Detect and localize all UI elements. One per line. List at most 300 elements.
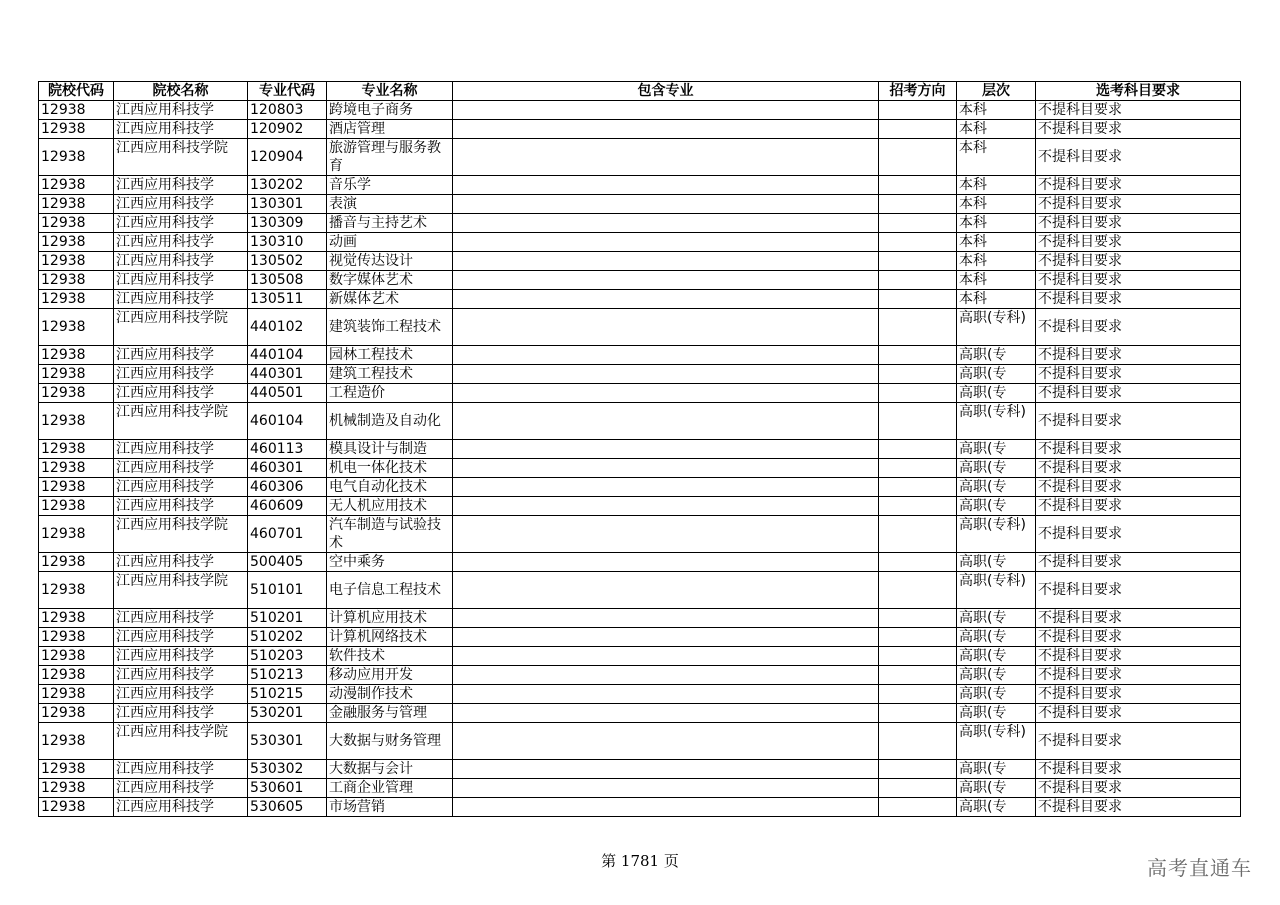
cell-school-name: 江西应用科技学 (114, 195, 248, 214)
cell-school-name: 江西应用科技学 (114, 120, 248, 139)
cell-level: 本科 (957, 139, 1036, 176)
table-row (39, 271, 1241, 290)
header-level: 层次 (957, 82, 1036, 101)
cell-direction (879, 195, 957, 214)
cell-included-majors (453, 365, 879, 384)
table-row (39, 704, 1241, 723)
cell-subject-requirement: 不提科目要求 (1036, 609, 1241, 628)
cell-direction (879, 440, 957, 459)
cell-school-name: 江西应用科技学 (114, 271, 248, 290)
cell-subject-requirement: 不提科目要求 (1036, 139, 1241, 176)
header-major-code: 专业代码 (248, 82, 327, 101)
cell-school-code: 12938 (39, 403, 114, 440)
cell-major-code: 120902 (248, 120, 327, 139)
cell-major-name: 园林工程技术 (327, 346, 453, 365)
cell-subject-requirement: 不提科目要求 (1036, 101, 1241, 120)
cell-direction (879, 309, 957, 346)
cell-school-name: 江西应用科技学 (114, 440, 248, 459)
table-row (39, 290, 1241, 309)
cell-level: 高职(专科) (957, 723, 1036, 760)
cell-major-name: 动画 (327, 233, 453, 252)
cell-direction (879, 553, 957, 572)
cell-major-name: 动漫制作技术 (327, 685, 453, 704)
cell-school-name: 江西应用科技学院 (114, 516, 248, 553)
cell-direction (879, 572, 957, 609)
table-row (39, 365, 1241, 384)
cell-major-code: 130508 (248, 271, 327, 290)
cell-major-code: 440102 (248, 309, 327, 346)
cell-subject-requirement: 不提科目要求 (1036, 214, 1241, 233)
cell-major-code: 510213 (248, 666, 327, 685)
cell-school-code: 12938 (39, 120, 114, 139)
cell-level: 高职(专 (957, 647, 1036, 666)
cell-level: 高职(专 (957, 609, 1036, 628)
cell-major-code: 530201 (248, 704, 327, 723)
cell-included-majors (453, 685, 879, 704)
cell-major-code: 130301 (248, 195, 327, 214)
table-row (39, 666, 1241, 685)
cell-included-majors (453, 290, 879, 309)
cell-major-name: 计算机应用技术 (327, 609, 453, 628)
table-row (39, 798, 1241, 817)
cell-direction (879, 384, 957, 403)
cell-level: 本科 (957, 120, 1036, 139)
cell-subject-requirement: 不提科目要求 (1036, 704, 1241, 723)
cell-school-name: 江西应用科技学院 (114, 403, 248, 440)
cell-included-majors (453, 609, 879, 628)
cell-subject-requirement: 不提科目要求 (1036, 309, 1241, 346)
cell-school-code: 12938 (39, 553, 114, 572)
cell-included-majors (453, 252, 879, 271)
cell-school-code: 12938 (39, 290, 114, 309)
cell-subject-requirement: 不提科目要求 (1036, 290, 1241, 309)
cell-direction (879, 704, 957, 723)
cell-included-majors (453, 666, 879, 685)
cell-direction (879, 403, 957, 440)
cell-school-name: 江西应用科技学院 (114, 139, 248, 176)
cell-major-name: 新媒体艺术 (327, 290, 453, 309)
cell-level: 高职(专 (957, 704, 1036, 723)
cell-level: 本科 (957, 271, 1036, 290)
cell-school-code: 12938 (39, 384, 114, 403)
cell-level: 高职(专 (957, 459, 1036, 478)
cell-school-name: 江西应用科技学 (114, 214, 248, 233)
header-included-majors: 包含专业 (453, 82, 879, 101)
table-row (39, 101, 1241, 120)
table-row (39, 478, 1241, 497)
header-subject-requirement: 选考科目要求 (1036, 82, 1241, 101)
table-row (39, 252, 1241, 271)
cell-major-code: 530601 (248, 779, 327, 798)
cell-school-code: 12938 (39, 666, 114, 685)
cell-included-majors (453, 139, 879, 176)
cell-major-code: 120803 (248, 101, 327, 120)
cell-subject-requirement: 不提科目要求 (1036, 628, 1241, 647)
cell-level: 高职(专 (957, 798, 1036, 817)
cell-direction (879, 609, 957, 628)
cell-major-name: 大数据与会计 (327, 760, 453, 779)
cell-school-code: 12938 (39, 497, 114, 516)
cell-level: 高职(专 (957, 497, 1036, 516)
cell-direction (879, 214, 957, 233)
cell-major-name: 计算机网络技术 (327, 628, 453, 647)
cell-school-code: 12938 (39, 101, 114, 120)
cell-level: 高职(专科) (957, 403, 1036, 440)
cell-subject-requirement: 不提科目要求 (1036, 195, 1241, 214)
cell-school-code: 12938 (39, 779, 114, 798)
cell-school-name: 江西应用科技学 (114, 685, 248, 704)
cell-included-majors (453, 195, 879, 214)
cell-major-code: 460104 (248, 403, 327, 440)
cell-subject-requirement: 不提科目要求 (1036, 403, 1241, 440)
cell-subject-requirement: 不提科目要求 (1036, 798, 1241, 817)
cell-level: 高职(专 (957, 440, 1036, 459)
cell-included-majors (453, 459, 879, 478)
header-school-name: 院校名称 (114, 82, 248, 101)
cell-level: 高职(专 (957, 760, 1036, 779)
cell-level: 高职(专 (957, 685, 1036, 704)
cell-subject-requirement: 不提科目要求 (1036, 647, 1241, 666)
cell-school-code: 12938 (39, 478, 114, 497)
cell-school-code: 12938 (39, 798, 114, 817)
cell-included-majors (453, 647, 879, 666)
cell-major-name: 无人机应用技术 (327, 497, 453, 516)
cell-level: 高职(专科) (957, 572, 1036, 609)
cell-school-name: 江西应用科技学 (114, 252, 248, 271)
cell-included-majors (453, 572, 879, 609)
cell-level: 高职(专 (957, 384, 1036, 403)
cell-level: 高职(专 (957, 666, 1036, 685)
cell-included-majors (453, 779, 879, 798)
page-number: 第 1781 页 (601, 852, 679, 870)
cell-major-name: 模具设计与制造 (327, 440, 453, 459)
cell-school-name: 江西应用科技学院 (114, 309, 248, 346)
cell-school-code: 12938 (39, 628, 114, 647)
cell-school-code: 12938 (39, 176, 114, 195)
cell-school-code: 12938 (39, 459, 114, 478)
cell-major-name: 表演 (327, 195, 453, 214)
cell-school-name: 江西应用科技学 (114, 384, 248, 403)
table-row (39, 572, 1241, 609)
major-list-table (38, 81, 1241, 817)
table-row (39, 459, 1241, 478)
cell-subject-requirement: 不提科目要求 (1036, 271, 1241, 290)
cell-subject-requirement: 不提科目要求 (1036, 723, 1241, 760)
cell-major-name: 市场营销 (327, 798, 453, 817)
cell-school-code: 12938 (39, 309, 114, 346)
cell-school-name: 江西应用科技学 (114, 478, 248, 497)
cell-major-name: 汽车制造与试验技术 (327, 516, 453, 553)
cell-major-code: 530302 (248, 760, 327, 779)
cell-included-majors (453, 101, 879, 120)
cell-subject-requirement: 不提科目要求 (1036, 553, 1241, 572)
table-row (39, 233, 1241, 252)
cell-major-code: 440301 (248, 365, 327, 384)
cell-included-majors (453, 553, 879, 572)
cell-major-name: 电气自动化技术 (327, 478, 453, 497)
cell-school-name: 江西应用科技学 (114, 779, 248, 798)
table-row (39, 685, 1241, 704)
cell-school-code: 12938 (39, 572, 114, 609)
cell-major-code: 130310 (248, 233, 327, 252)
cell-direction (879, 271, 957, 290)
cell-major-name: 软件技术 (327, 647, 453, 666)
cell-subject-requirement: 不提科目要求 (1036, 120, 1241, 139)
cell-major-code: 440104 (248, 346, 327, 365)
cell-direction (879, 290, 957, 309)
table-row (39, 628, 1241, 647)
cell-major-code: 510202 (248, 628, 327, 647)
table-row (39, 609, 1241, 628)
cell-major-code: 440501 (248, 384, 327, 403)
cell-school-code: 12938 (39, 723, 114, 760)
table-row (39, 779, 1241, 798)
cell-included-majors (453, 271, 879, 290)
cell-major-code: 530605 (248, 798, 327, 817)
cell-subject-requirement: 不提科目要求 (1036, 346, 1241, 365)
cell-major-code: 500405 (248, 553, 327, 572)
cell-direction (879, 252, 957, 271)
cell-level: 本科 (957, 101, 1036, 120)
cell-subject-requirement: 不提科目要求 (1036, 685, 1241, 704)
cell-school-code: 12938 (39, 685, 114, 704)
cell-major-name: 播音与主持艺术 (327, 214, 453, 233)
cell-school-code: 12938 (39, 214, 114, 233)
cell-major-name: 音乐学 (327, 176, 453, 195)
cell-subject-requirement: 不提科目要求 (1036, 760, 1241, 779)
cell-major-code: 460301 (248, 459, 327, 478)
cell-school-name: 江西应用科技学 (114, 459, 248, 478)
cell-major-name: 工程造价 (327, 384, 453, 403)
cell-major-name: 建筑工程技术 (327, 365, 453, 384)
cell-school-code: 12938 (39, 139, 114, 176)
cell-included-majors (453, 233, 879, 252)
cell-major-name: 机电一体化技术 (327, 459, 453, 478)
cell-school-name: 江西应用科技学 (114, 628, 248, 647)
cell-direction (879, 233, 957, 252)
cell-included-majors (453, 704, 879, 723)
cell-level: 高职(专 (957, 346, 1036, 365)
cell-school-name: 江西应用科技学 (114, 609, 248, 628)
cell-included-majors (453, 346, 879, 365)
cell-subject-requirement: 不提科目要求 (1036, 478, 1241, 497)
table-row (39, 120, 1241, 139)
cell-included-majors (453, 176, 879, 195)
cell-major-name: 大数据与财务管理 (327, 723, 453, 760)
cell-included-majors (453, 497, 879, 516)
cell-subject-requirement: 不提科目要求 (1036, 666, 1241, 685)
cell-direction (879, 176, 957, 195)
cell-school-code: 12938 (39, 704, 114, 723)
cell-school-code: 12938 (39, 271, 114, 290)
cell-major-code: 460306 (248, 478, 327, 497)
cell-school-name: 江西应用科技学 (114, 233, 248, 252)
cell-direction (879, 760, 957, 779)
cell-direction (879, 139, 957, 176)
cell-major-name: 视觉传达设计 (327, 252, 453, 271)
table-row (39, 139, 1241, 176)
table-row (39, 553, 1241, 572)
cell-school-name: 江西应用科技学 (114, 497, 248, 516)
cell-major-name: 跨境电子商务 (327, 101, 453, 120)
cell-school-code: 12938 (39, 609, 114, 628)
cell-level: 高职(专 (957, 478, 1036, 497)
cell-subject-requirement: 不提科目要求 (1036, 384, 1241, 403)
cell-included-majors (453, 384, 879, 403)
cell-included-majors (453, 440, 879, 459)
cell-school-code: 12938 (39, 647, 114, 666)
cell-direction (879, 685, 957, 704)
cell-subject-requirement: 不提科目要求 (1036, 459, 1241, 478)
cell-included-majors (453, 214, 879, 233)
table-row (39, 346, 1241, 365)
cell-level: 本科 (957, 290, 1036, 309)
cell-major-code: 130502 (248, 252, 327, 271)
cell-included-majors (453, 798, 879, 817)
cell-included-majors (453, 309, 879, 346)
cell-subject-requirement: 不提科目要求 (1036, 440, 1241, 459)
cell-major-name: 旅游管理与服务教育 (327, 139, 453, 176)
cell-subject-requirement: 不提科目要求 (1036, 779, 1241, 798)
cell-school-name: 江西应用科技学 (114, 365, 248, 384)
cell-included-majors (453, 516, 879, 553)
cell-direction (879, 459, 957, 478)
cell-included-majors (453, 478, 879, 497)
cell-major-name: 空中乘务 (327, 553, 453, 572)
cell-major-code: 130309 (248, 214, 327, 233)
cell-level: 高职(专 (957, 553, 1036, 572)
cell-level: 高职(专 (957, 779, 1036, 798)
header-direction: 招考方向 (879, 82, 957, 101)
cell-direction (879, 779, 957, 798)
cell-major-name: 金融服务与管理 (327, 704, 453, 723)
cell-direction (879, 647, 957, 666)
cell-subject-requirement: 不提科目要求 (1036, 572, 1241, 609)
cell-school-code: 12938 (39, 760, 114, 779)
cell-level: 高职(专 (957, 365, 1036, 384)
cell-included-majors (453, 628, 879, 647)
table-row (39, 195, 1241, 214)
cell-direction (879, 478, 957, 497)
cell-major-name: 电子信息工程技术 (327, 572, 453, 609)
table-row (39, 384, 1241, 403)
cell-direction (879, 497, 957, 516)
cell-major-name: 建筑装饰工程技术 (327, 309, 453, 346)
cell-direction (879, 723, 957, 760)
cell-direction (879, 365, 957, 384)
cell-major-code: 460113 (248, 440, 327, 459)
table-body (39, 101, 1241, 817)
cell-major-name: 工商企业管理 (327, 779, 453, 798)
document-table-container (38, 81, 1241, 817)
table-header-row (39, 82, 1241, 101)
cell-school-name: 江西应用科技学 (114, 666, 248, 685)
cell-included-majors (453, 403, 879, 440)
cell-level: 本科 (957, 252, 1036, 271)
cell-school-name: 江西应用科技学院 (114, 572, 248, 609)
cell-included-majors (453, 723, 879, 760)
watermark: 高考直通车 (1147, 856, 1252, 880)
cell-subject-requirement: 不提科目要求 (1036, 516, 1241, 553)
cell-school-name: 江西应用科技学 (114, 346, 248, 365)
cell-included-majors (453, 760, 879, 779)
cell-school-name: 江西应用科技学 (114, 647, 248, 666)
table-row (39, 403, 1241, 440)
cell-major-name: 酒店管理 (327, 120, 453, 139)
cell-major-code: 460609 (248, 497, 327, 516)
cell-major-code: 460701 (248, 516, 327, 553)
cell-major-code: 130511 (248, 290, 327, 309)
cell-school-code: 12938 (39, 365, 114, 384)
cell-direction (879, 516, 957, 553)
cell-major-code: 510201 (248, 609, 327, 628)
cell-major-code: 530301 (248, 723, 327, 760)
table-row (39, 309, 1241, 346)
table-row (39, 516, 1241, 553)
cell-level: 高职(专 (957, 628, 1036, 647)
table-row (39, 723, 1241, 760)
table-row (39, 176, 1241, 195)
cell-level: 高职(专科) (957, 309, 1036, 346)
cell-school-code: 12938 (39, 440, 114, 459)
cell-school-code: 12938 (39, 233, 114, 252)
cell-direction (879, 120, 957, 139)
cell-direction (879, 798, 957, 817)
cell-level: 本科 (957, 214, 1036, 233)
cell-level: 本科 (957, 195, 1036, 214)
cell-school-code: 12938 (39, 252, 114, 271)
cell-school-name: 江西应用科技学 (114, 760, 248, 779)
cell-level: 本科 (957, 233, 1036, 252)
cell-direction (879, 666, 957, 685)
cell-major-name: 机械制造及自动化 (327, 403, 453, 440)
cell-school-name: 江西应用科技学 (114, 704, 248, 723)
cell-subject-requirement: 不提科目要求 (1036, 497, 1241, 516)
cell-level: 本科 (957, 176, 1036, 195)
cell-school-name: 江西应用科技学 (114, 798, 248, 817)
cell-school-code: 12938 (39, 516, 114, 553)
cell-direction (879, 101, 957, 120)
header-school-code: 院校代码 (39, 82, 114, 101)
cell-included-majors (453, 120, 879, 139)
cell-school-code: 12938 (39, 346, 114, 365)
cell-major-code: 510101 (248, 572, 327, 609)
cell-major-code: 120904 (248, 139, 327, 176)
table-row (39, 497, 1241, 516)
table-row (39, 440, 1241, 459)
cell-direction (879, 346, 957, 365)
cell-subject-requirement: 不提科目要求 (1036, 365, 1241, 384)
header-major-name: 专业名称 (327, 82, 453, 101)
table-row (39, 214, 1241, 233)
cell-school-name: 江西应用科技学 (114, 176, 248, 195)
cell-major-name: 数字媒体艺术 (327, 271, 453, 290)
cell-subject-requirement: 不提科目要求 (1036, 176, 1241, 195)
table-row (39, 647, 1241, 666)
cell-school-name: 江西应用科技学院 (114, 723, 248, 760)
cell-school-code: 12938 (39, 195, 114, 214)
cell-major-name: 移动应用开发 (327, 666, 453, 685)
cell-level: 高职(专科) (957, 516, 1036, 553)
cell-major-code: 510215 (248, 685, 327, 704)
cell-school-name: 江西应用科技学 (114, 553, 248, 572)
cell-direction (879, 628, 957, 647)
cell-school-name: 江西应用科技学 (114, 290, 248, 309)
cell-school-name: 江西应用科技学 (114, 101, 248, 120)
cell-major-code: 510203 (248, 647, 327, 666)
cell-subject-requirement: 不提科目要求 (1036, 252, 1241, 271)
cell-subject-requirement: 不提科目要求 (1036, 233, 1241, 252)
